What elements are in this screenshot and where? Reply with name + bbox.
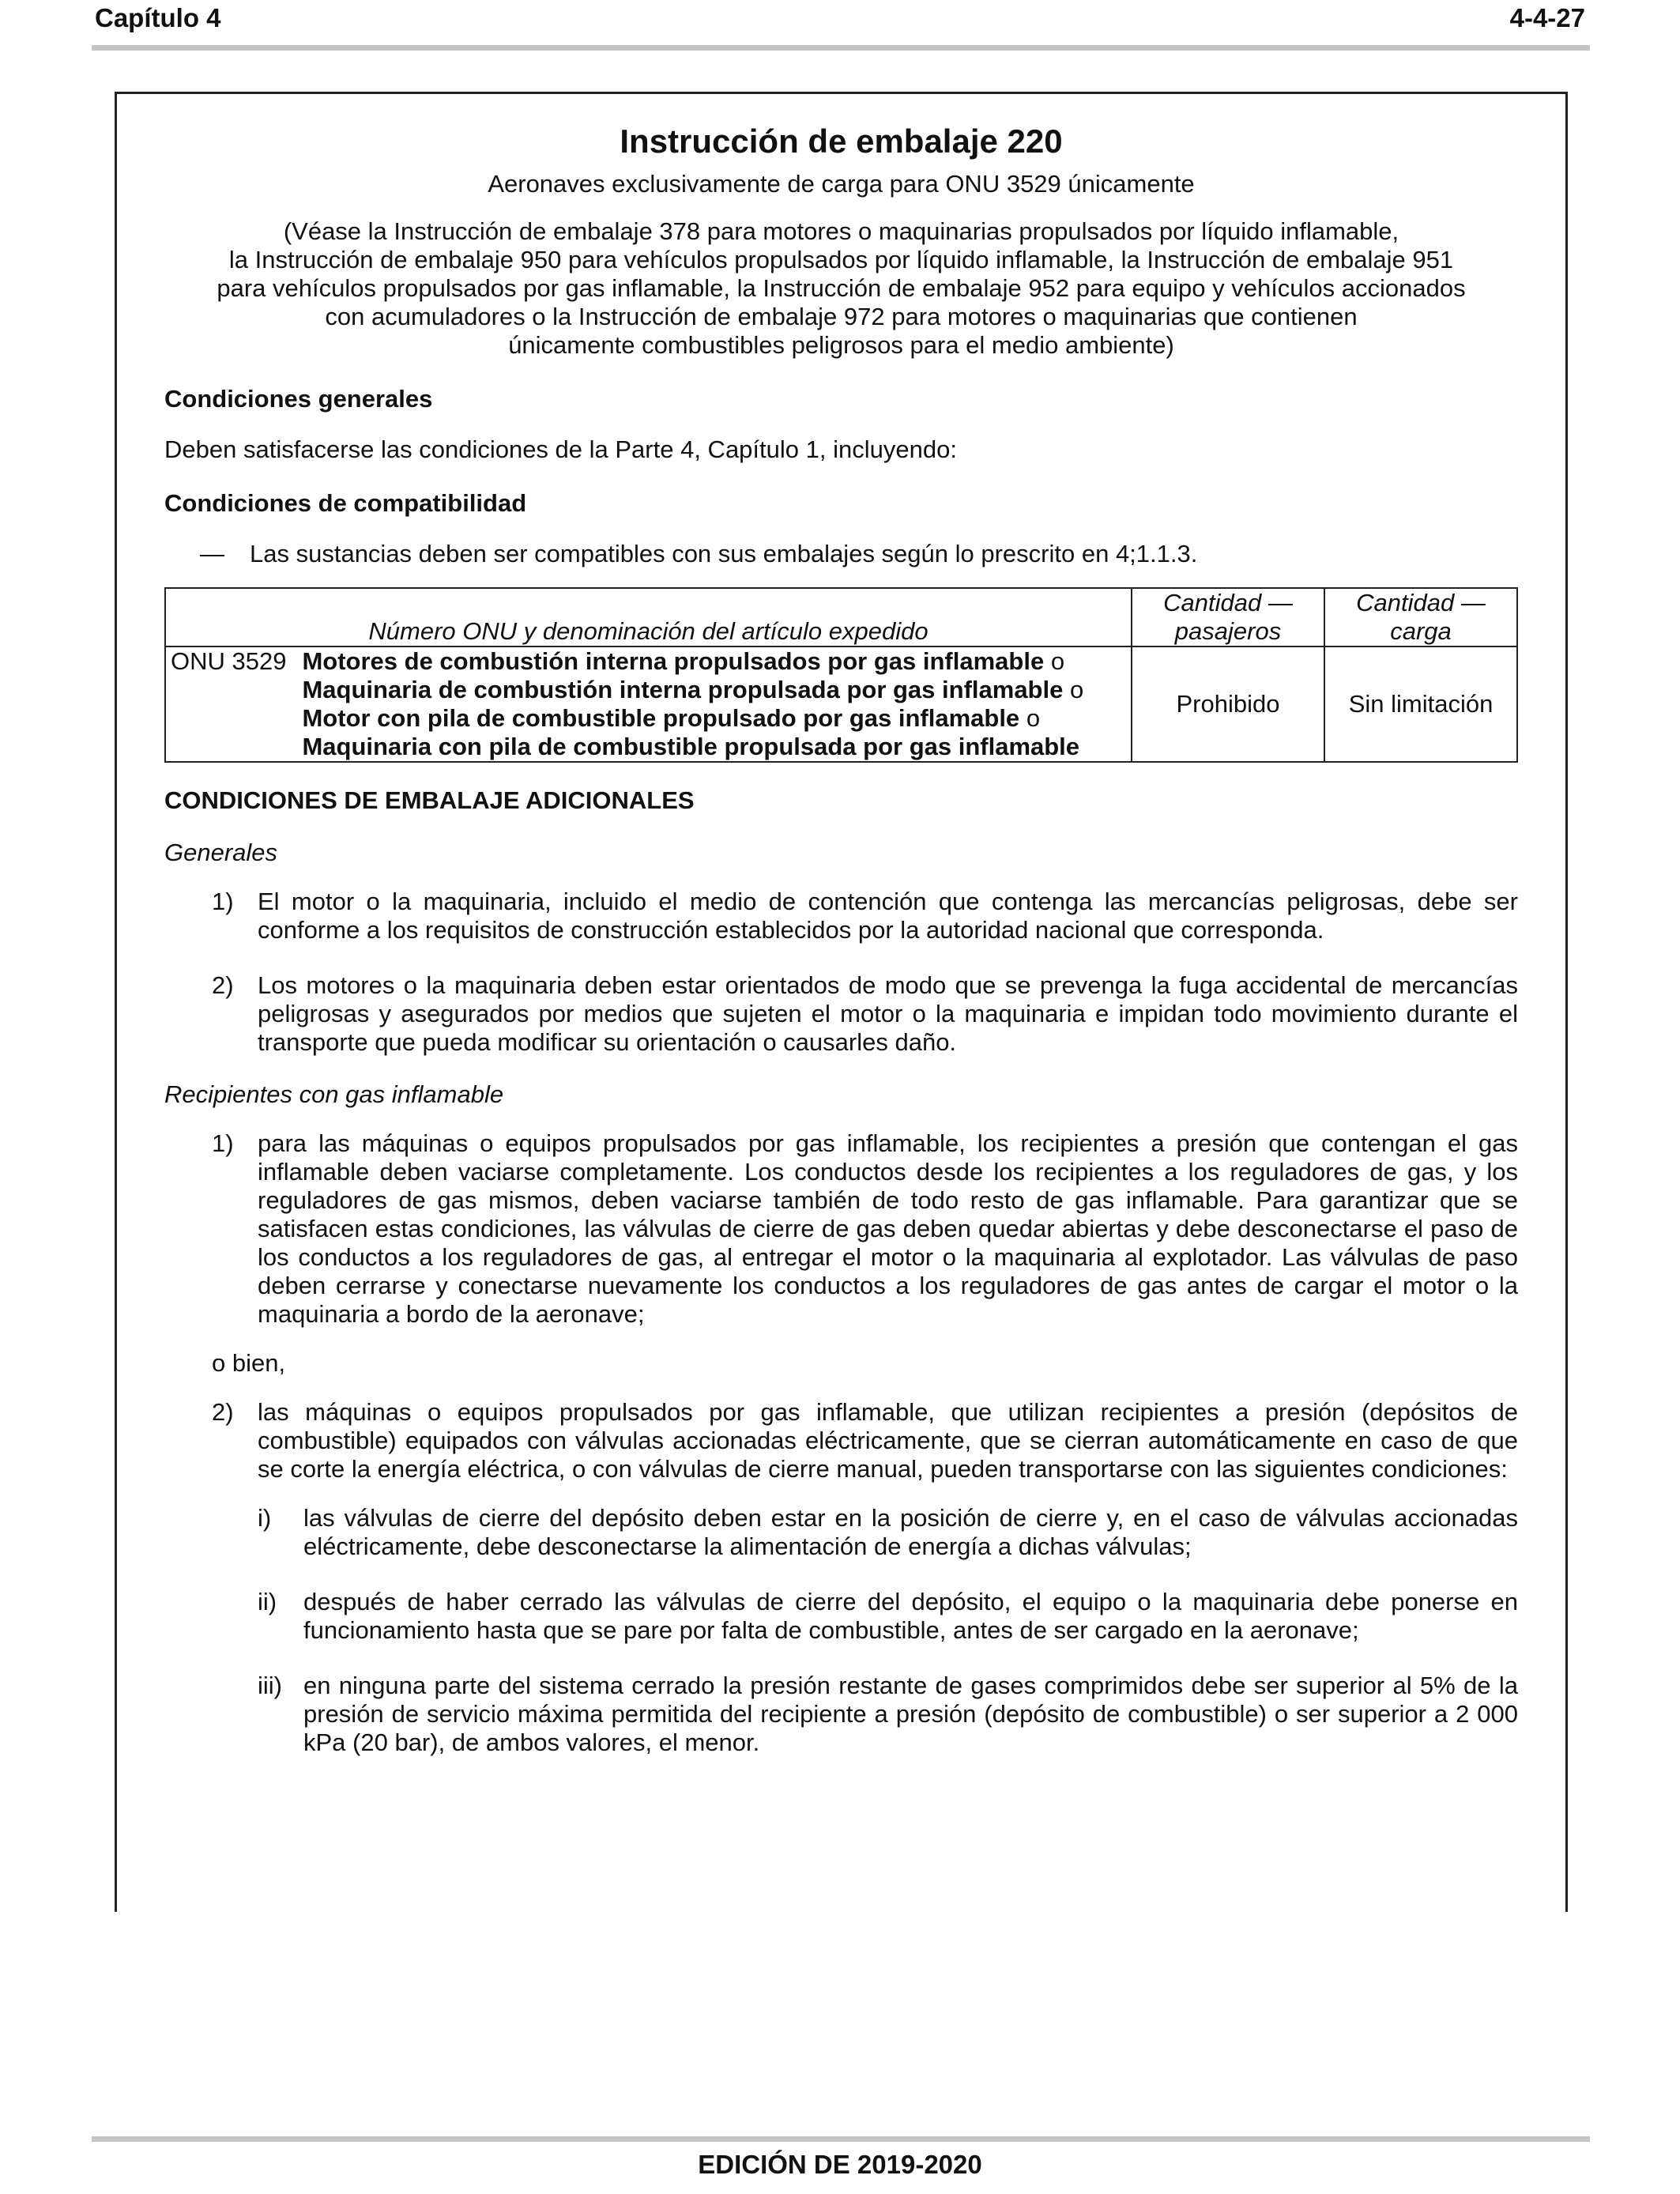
header-rule: [92, 45, 1590, 51]
sub-list-item: [164, 1588, 1518, 1645]
list-item: [164, 888, 1518, 944]
list-item-number: 2): [212, 1398, 234, 1426]
dash-bullet: —: [200, 540, 224, 567]
cargo-quantity-cell: Sin limitación: [1324, 647, 1517, 762]
instruction-title: Instrucción de embalaje 220: [620, 123, 1063, 160]
list-item-text: las máquinas o equipos propulsados por gas inflamable, que utilizan recipientes a presión (depósitos de combustible) equipados con válvulas accionadas eléctricamente, que se cierran automáticamente en caso de que se corte la energía eléctrica, o con válvulas de cierre manual, pueden transportarse con las siguientes condiciones:: [258, 1398, 1518, 1483]
list-item-number: 1): [212, 1129, 234, 1157]
generales-heading: Generales: [164, 839, 278, 866]
or-connector: o bien,: [212, 1349, 286, 1377]
compatibility-text: Las sustancias deben ser compatibles con sus embalajes según lo prescrito en 4;1.1.3.: [250, 540, 1198, 567]
list-item: [164, 971, 1518, 1057]
passenger-quantity-cell: Prohibido: [1132, 647, 1324, 762]
page-number: 4-4-27: [1509, 3, 1585, 32]
sub-item-text: en ninguna parte del sistema cerrado la presión restante de gases comprimidos debe ser superior al 5% de la presión de servicio máxima permitida del recipiente a presión (depósito de combustible) o ser superior a 2 000 kPa (20 bar), de ambos valores, el menor.: [303, 1672, 1518, 1756]
sub-item-text: las válvulas de cierre del depósito deben estar en la posición de cierre y, en el caso de válvulas accionadas eléctricamente, debe desconectarse la alimentación de energía a dichas válvulas;: [303, 1504, 1518, 1560]
table-row: [165, 647, 1517, 762]
list-item-number: 2): [212, 971, 234, 999]
general-conditions-heading: Condiciones generales: [164, 385, 433, 413]
edition-label: EDICIÓN DE 2019-2020: [698, 2150, 982, 2179]
col-header-cargo: Cantidad — carga: [1324, 588, 1517, 647]
col-header-passenger: Cantidad — pasajeros: [1132, 588, 1324, 647]
sub-item-number: ii): [258, 1588, 277, 1615]
un-number-cell: ONU 3529: [165, 647, 297, 762]
flammable-gas-containers-heading: Recipientes con gas inflamable: [164, 1080, 504, 1108]
instruction-frame: [115, 92, 1568, 1912]
list-item: [164, 1398, 1518, 1483]
note-line: la Instrucción de embalaje 950 para vehículos propulsados por líquido inflamable, la Instrucción de embalaje 951: [228, 246, 1454, 273]
instruction-subtitle: Aeronaves exclusivamente de carga para ONU 3529 únicamente: [488, 170, 1195, 198]
note-line: para vehículos propulsados por gas inflamable, la Instrucción de embalaje 952 para equipo y vehículos accionados: [217, 274, 1466, 302]
note-line: con acumuladores o la Instrucción de embalaje 972 para motores o maquinarias que contienen: [325, 303, 1358, 330]
note-line: únicamente combustibles peligrosos para el medio ambiente): [508, 331, 1174, 359]
quantity-table: [164, 587, 1518, 763]
general-conditions-text: Deben satisfacerse las condiciones de la Parte 4, Capítulo 1, incluyendo:: [164, 435, 957, 463]
chapter-label: Capítulo 4: [95, 3, 221, 32]
instruction-content: [164, 123, 1518, 1757]
sub-list-item: [164, 1672, 1518, 1757]
additional-conditions-heading: CONDICIONES DE EMBALAJE ADICIONALES: [164, 786, 695, 814]
table-header-row: [165, 588, 1517, 647]
list-item-text: Los motores o la maquinaria deben estar orientados de modo que se prevenga la fuga accidental de mercancías peligrosas y asegurados por medios que sujeten el motor o la maquinaria e impidan todo movimiento durante el transporte que pueda modificar su orientación o causarles daño.: [258, 971, 1518, 1056]
note-line: (Véase la Instrucción de embalaje 378 para motores o maquinarias propulsados por líquido inflamable,: [283, 217, 1399, 245]
sub-list-item: [164, 1504, 1518, 1561]
list-item-text: El motor o la maquinaria, incluido el medio de contención que contenga las mercancías peligrosas, debe ser conforme a los requisitos de construcción establecidos por la autoridad nacional que corresponda.: [258, 888, 1518, 944]
footer-rule: [92, 2136, 1590, 2142]
sub-item-text: después de haber cerrado las válvulas de cierre del depósito, el equipo o la maquinaria debe ponerse en funcionamiento hasta que se pare por falta de combustible, antes de ser cargado en la aeronave;: [303, 1588, 1518, 1644]
sub-item-number: iii): [258, 1672, 282, 1699]
cross-reference-note: [164, 217, 1518, 360]
sub-item-number: i): [258, 1504, 272, 1532]
list-item: [164, 1129, 1518, 1329]
compatibility-item: [164, 540, 1518, 568]
compatibility-heading: Condiciones de compatibilidad: [164, 489, 527, 517]
proper-shipping-name-cell: Motores de combustión interna propulsados por gas inflamable o Maquinaria de combustión interna propulsada por gas inflamable o Motor con pila de combustible propulsado por gas inflamable o Maquinaria con pila de combustible propulsada por gas inflamable: [297, 647, 1132, 762]
col-header-name: Número ONU y denominación del artículo expedido: [165, 588, 1132, 647]
list-item-text: para las máquinas o equipos propulsados por gas inflamable, los recipientes a presión que contengan el gas inflamable deben vaciarse completamente. Los conductos desde los recipientes a los reguladores de gas, y los reguladores de gas mismos, deben vaciarse también de todo resto de gas inflamable. Para garantizar que se satisfacen estas condiciones, las válvulas de cierre de gas deben quedar abiertas y debe desconectarse el paso de los conductos a los reguladores de gas, al entregar el motor o la maquinaria al explotador. Las válvulas de paso deben cerrarse y conectarse nuevamente los conductos a los reguladores de gas antes de cargar el motor o la maquinaria a bordo de la aeronave;: [258, 1129, 1518, 1328]
list-item-number: 1): [212, 888, 234, 915]
